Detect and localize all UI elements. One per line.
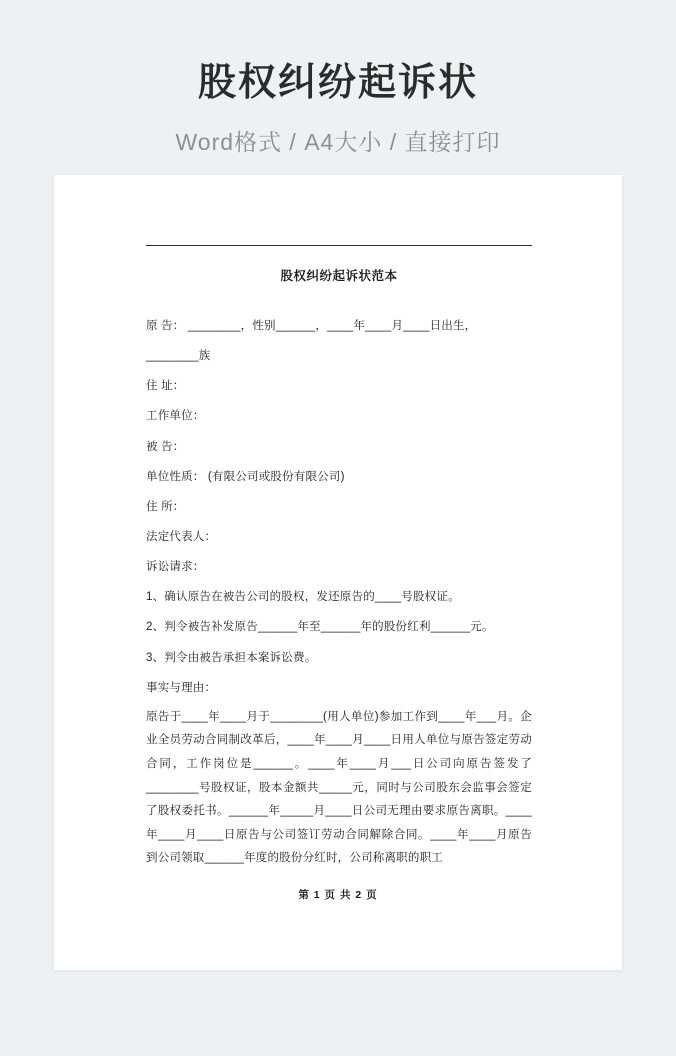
doc-line: 3、判令由被告承担本案诉讼费。: [146, 651, 317, 664]
top-divider: [146, 245, 532, 246]
doc-line: 住 所：: [146, 500, 185, 513]
doc-line: 2、判令被告补发原告______年至______年的股份红利______元。: [146, 621, 494, 634]
doc-line: 住 址：: [146, 380, 185, 393]
doc-line: 事实与理由：: [146, 681, 217, 694]
doc-line: 原 告： ________，性别______，____年____月____日出生，: [146, 320, 477, 332]
document-title: 股权纠纷起诉状范本: [280, 269, 398, 283]
banner-subtitle: Word格式 / A4大小 / 直接打印: [175, 128, 501, 155]
doc-line: 法定代表人：: [146, 530, 217, 543]
doc-body-paragraph: 原告于____年____月于________(用人单位)参加工作到____年___月。企业全员劳动合同制改革后，____年____月____日用人单位与原告签定劳动合同，工作岗位是______。____年____月___日公司向原告签发了________号股权证，股本金额共_____元，同时与公司股东会监事会签定了股权委托书。______年_____月____日公司无理由要求原告离职。____年____月____日原告与公司签订劳动合同解除合同。____年____月原告到公司领取______年度的股份分红时，公司称离职的职工: [146, 710, 532, 865]
doc-line: 被 告：: [146, 440, 185, 453]
doc-line: 工作单位：: [146, 410, 205, 423]
doc-line: 1、确认原告在被告公司的股权，发还原告的____号股权证。: [146, 591, 460, 604]
page-footer: 第 1 页 共 2 页: [298, 889, 378, 901]
banner: [0, 0, 676, 157]
document-content: [146, 245, 532, 871]
document-sheet: [54, 175, 622, 970]
banner-title: 股权纠纷起诉状: [197, 62, 478, 104]
doc-line: ________族: [146, 350, 211, 363]
doc-line: 诉讼请求：: [146, 561, 205, 574]
doc-line: 单位性质： (有限公司或股份有限公司): [146, 470, 345, 483]
